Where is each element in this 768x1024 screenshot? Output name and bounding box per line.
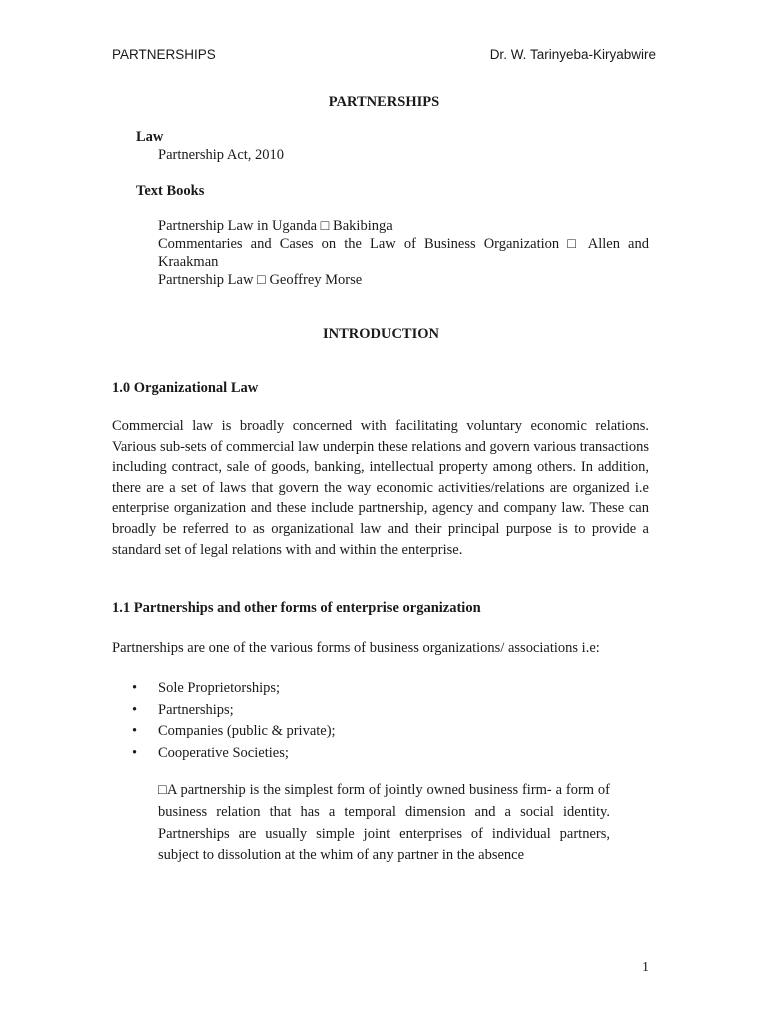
list-item-label: Companies (public & private); (158, 723, 336, 739)
section-1-0-heading: 1.0 Organizational Law (112, 380, 259, 396)
page-number: 1 (642, 960, 649, 975)
law-item: Partnership Act, 2010 (158, 147, 285, 163)
textbooks-heading: Text Books (136, 183, 205, 199)
document-title: PARTNERSHIPS (328, 94, 440, 110)
bullet-icon: • (132, 723, 138, 739)
running-header-left: PARTNERSHIPS (112, 47, 216, 62)
list-item (112, 678, 512, 700)
bullet-icon: • (132, 680, 138, 696)
bullet-icon: • (132, 744, 138, 761)
partnership-quote (158, 780, 610, 867)
textbook-item-continued: Kraakman (158, 254, 219, 270)
list-item-label: Sole Proprietorships; (158, 680, 281, 696)
organization-forms-list (112, 678, 512, 764)
list-item-label: Partnerships; (158, 701, 234, 718)
textbook-item: Partnership Law in Uganda □ Bakibinga (158, 218, 393, 234)
section-1-0-paragraph (112, 416, 649, 560)
paragraph-text: Commercial law is broadly concerned with facilitating voluntary economic relations. Various sub-sets of commercial law underpin these relations and govern various transactions including contract, sale of goods, banking, intellectual property among others. In addition, there are a set of laws that govern the way economic activities/relations are organized i.e enterprise organization and these include partnership, agency and company law. These can broadly be referred to as organizational law and their principal purpose is to provide a standard set of legal relations with and within the enterprise. (112, 418, 649, 558)
list-item (112, 721, 512, 743)
running-header-right: Dr. W. Tarinyeba-Kiryabwire (489, 47, 656, 62)
textbook-item: Commentaries and Cases on the Law of Business Organization □ Allen and (158, 236, 649, 252)
section-1-1-heading: 1.1 Partnerships and other forms of enterprise organization (112, 600, 481, 616)
list-item (112, 743, 512, 765)
textbook-item: Partnership Law □ Geoffrey Morse (158, 272, 363, 288)
section-1-1-intro: Partnerships are one of the various forms of business organizations/ associations i.e: (112, 640, 600, 656)
bullet-icon: • (132, 701, 138, 718)
list-item-label: Cooperative Societies; (158, 744, 289, 761)
introduction-heading: INTRODUCTION (322, 326, 439, 342)
law-heading: Law (136, 129, 164, 145)
quote-text: □A partnership is the simplest form of jointly owned business firm- a form of business relation that has a temporal dimension and a social identity. Partnerships are usually simple joint enterprises of individual partners, subject to dissolution at the whim of any partner in the absence (158, 782, 610, 864)
list-item (112, 700, 512, 722)
